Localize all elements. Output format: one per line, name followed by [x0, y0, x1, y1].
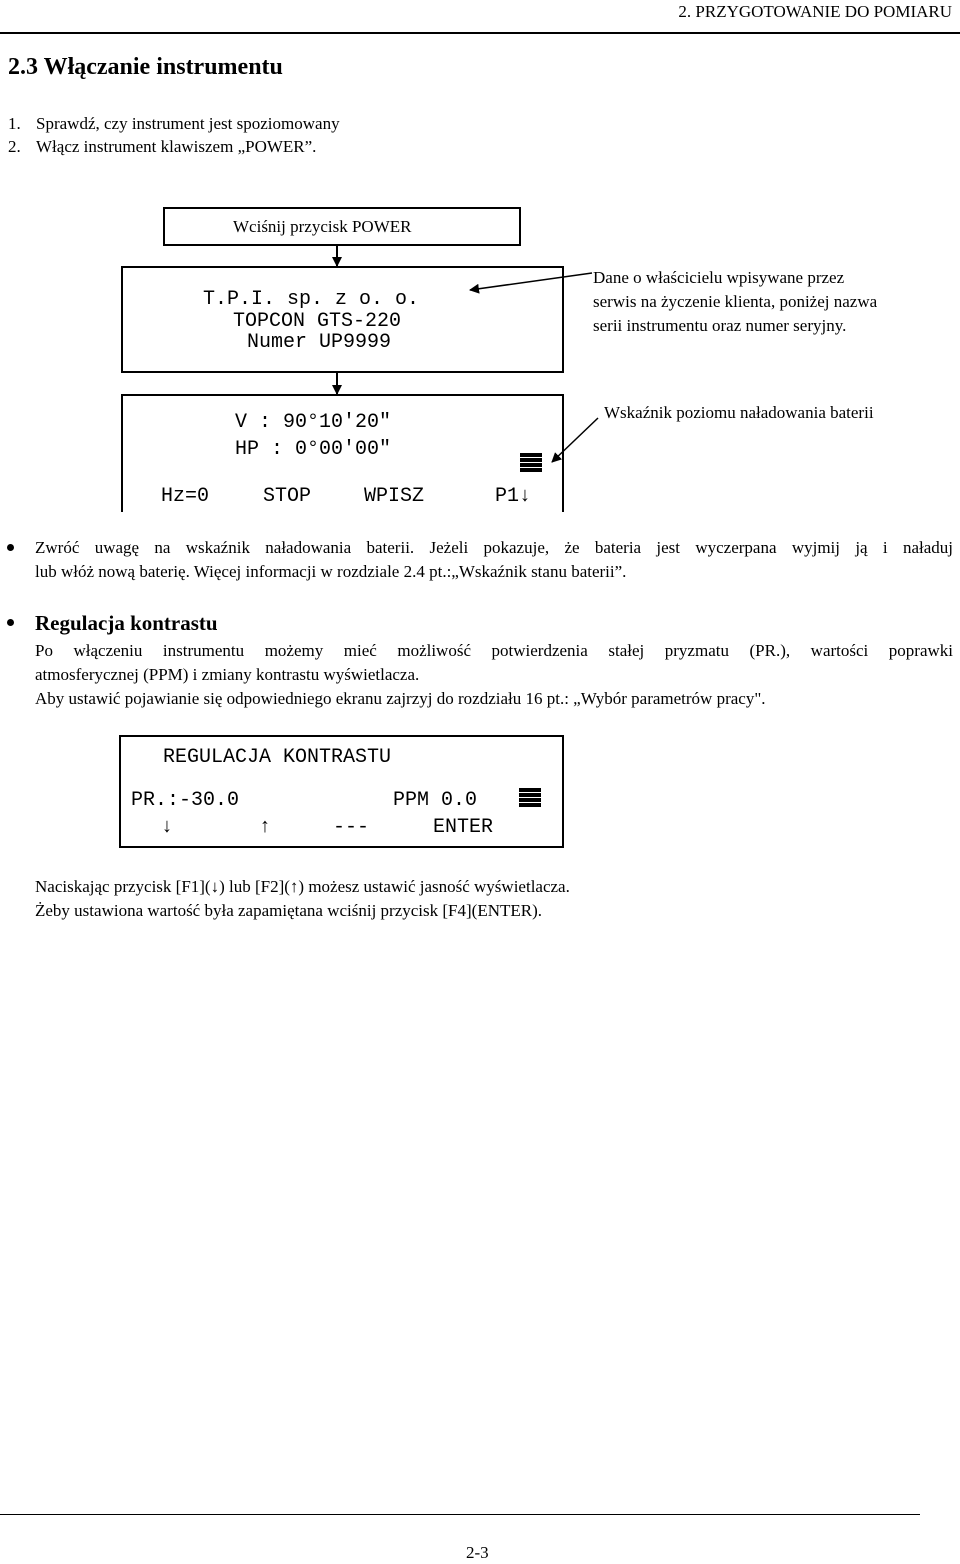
owner-note-line-3: serii instrumentu oraz numer seryjny.: [593, 316, 847, 335]
softkey-wpisz: WPISZ: [364, 485, 425, 508]
contrast-heading: Regulacja kontrastu: [35, 611, 218, 635]
battery-icon: [520, 453, 542, 473]
contrast-line-3: Aby ustawić pojawianie się odpowiedniego ekranu zajrzyj do rozdziału 16 pt.: „Wybór parametrów pracy".: [35, 689, 766, 708]
owner-note-line-2: serwis na życzenie klienta, poniżej nazwa: [593, 292, 878, 311]
softkey-hz0: Hz=0: [161, 485, 210, 508]
battery-para-line-1: Zwróć uwagę na wskaźnik naładowania baterii. Jeżeli pokazuje, że bateria jest wyczerpana wyjmij ją i naładuj: [35, 538, 953, 557]
owner-line-1: T.P.I. sp. z o. o.: [203, 288, 420, 311]
brightness-instruction-line-2: Żeby ustawiona wartość była zapamiętana wciśnij przycisk [F4](ENTER).: [35, 901, 543, 920]
step-text-1: Sprawdź, czy instrument jest spoziomowany: [36, 114, 340, 133]
power-instruction-text: Wciśnij przycisk POWER: [233, 217, 412, 236]
softkey-enter: ENTER: [433, 816, 494, 839]
section-title: 2.3 Włączanie instrumentu: [8, 54, 283, 80]
contrast-screen: [119, 735, 564, 848]
softkey-down-arrow: ↓: [161, 816, 174, 839]
page-number: 2-3: [466, 1543, 489, 1562]
contrast-line-1: Po włączeniu instrumentu możemy mieć możliwość potwierdzenia stałej pryzmatu (PR.), wartości poprawki: [35, 641, 953, 660]
owner-line-3: Numer UP9999: [247, 331, 392, 354]
angle-v-line: V : 90°10'20": [235, 411, 392, 434]
step-text-2: Włącz instrument klawiszem „POWER”.: [36, 137, 317, 156]
prism-constant-value: PR.:-30.0: [131, 789, 240, 812]
angle-screen: [121, 394, 564, 512]
softkey-up-arrow: ↑: [259, 816, 272, 839]
contrast-line-2: atmosferycznej (PPM) i zmiany kontrastu wyświetlacza.: [35, 665, 420, 684]
softkey-stop: STOP: [263, 485, 312, 508]
footer-rule: [0, 1514, 920, 1515]
chapter-header: 2. PRZYGOTOWANIE DO POMIARU: [678, 2, 952, 21]
owner-note-line-1: Dane o właścicielu wpisywane przez: [593, 268, 845, 287]
angle-hp-line: HP : 0°00'00": [235, 438, 392, 461]
softkey-dash: ---: [333, 816, 370, 839]
brightness-instruction-line-1: Naciskając przycisk [F1](↓) lub [F2](↑) możesz ustawić jasność wyświetlacza.: [35, 877, 570, 896]
step-number-1: 1.: [8, 114, 21, 133]
owner-info-screen: [121, 266, 564, 373]
step-number-2: 2.: [8, 137, 21, 156]
battery-note: Wskaźnik poziomu naładowania baterii: [604, 403, 874, 422]
battery-para-line-2: lub włóż nową baterię. Więcej informacji w rozdziale 2.4 pt.:„Wskaźnik stanu baterii”.: [35, 562, 627, 581]
owner-line-2: TOPCON GTS-220: [233, 310, 402, 333]
bullet-dot: [7, 544, 14, 551]
bullet-dot: [7, 619, 14, 626]
battery-icon: [519, 788, 541, 808]
contrast-screen-title: REGULACJA KONTRASTU: [163, 746, 392, 769]
softkey-p1: P1↓: [495, 485, 532, 508]
ppm-value: PPM 0.0: [393, 789, 478, 812]
